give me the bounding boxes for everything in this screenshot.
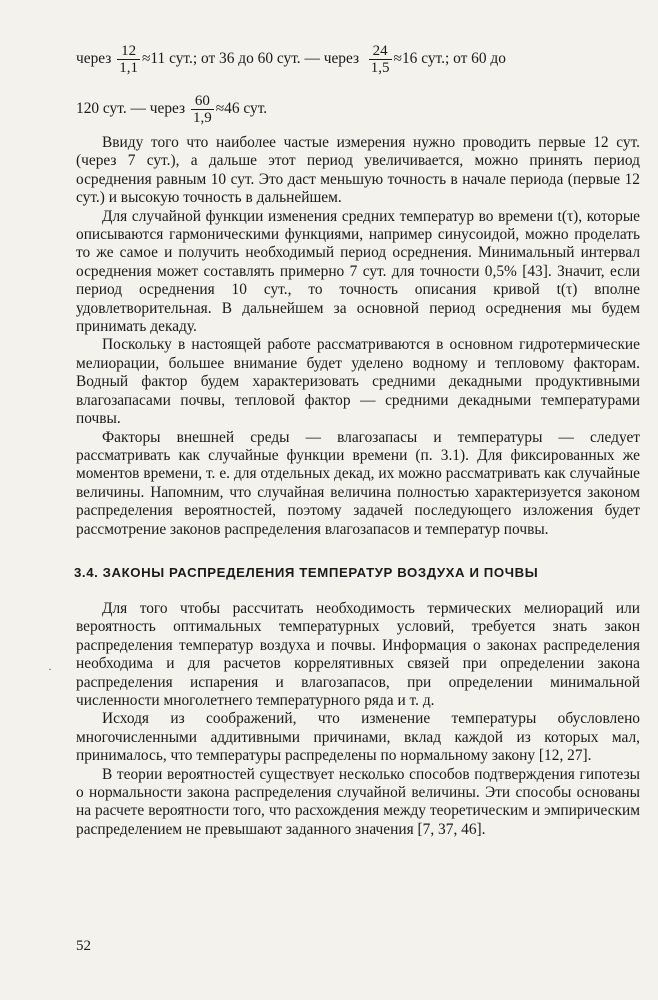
section-heading: 3.4. ЗАКОНЫ РАСПРЕДЕЛЕНИЯ ТЕМПЕРАТУР ВОЗДУХА И ПОЧВЫ [74, 564, 539, 580]
paragraph: Факторы внешней среды — влагозапасы и температуры — следует рассматривать как случайные функции времени (п. 3.1). Для фиксированных же моментов времени, т. е. для отдельных декад, их можно рассматривать как случайные величины. Напомним, что случайная величина полностью характеризуется законом распределения вероятностей, поэтому задачей последующего изложения будет рассмотрение законов распределения влагозапасов и температур почвы. [76, 428, 640, 538]
paragraph: Для случайной функции изменения средних температур во времени t(τ), которые описываются гармоническими функциями, например синусоидой, можно проделать то же самое и получить необходимый период осреднения. Минимальный интервал осреднения может составлять примерно 7 сут. для точности 0,5% [43]. Значит, если период осреднения 10 сут., то точность описания кривой t(τ) вполне удовлетворительная. В дальнейшем за основной период осреднения мы будем принимать декаду. [76, 207, 640, 336]
formula-text: 120 сут. — через [76, 99, 186, 117]
formula-text: через [76, 49, 112, 67]
formula-text: ≈16 сут.; от 60 до [393, 49, 506, 67]
page-body [76, 34, 640, 839]
paragraph: Ввиду того что наиболее частые измерения нужно проводить первые 12 сут. (через 7 сут.), а дальше этот период увеличивается, можно принять период осреднения равным 10 сут. Это даст меньшую точность в начале периода (первые 12 сут.) и высокую точность в дальнейшем. [76, 134, 640, 207]
margin-mark: · [48, 662, 52, 676]
fraction-numerator: 60 [194, 92, 210, 109]
formula-text: ≈46 сут. [215, 99, 268, 117]
page-number: 52 [76, 938, 91, 954]
fraction-denominator: 1,1 [119, 59, 138, 76]
paragraph: В теории вероятностей существует несколько способов подтверждения гипотезы о нормальности закона распределения случайной величины. Эти способы основаны на расчете вероятности того, что расхождения между теоретическим и эмпирическим распределением не превышают заданного значения [7, 37, 46]. [76, 765, 640, 838]
fraction-numerator: 24 [372, 42, 388, 59]
formula-line-1 [76, 34, 640, 84]
paragraph: Для того чтобы рассчитать необходимость термических мелиораций или вероятность оптимальных температурных условий, требуется знать закон распределения температур воздуха и почвы. Информация о законах распределения необходима и для расчетов коррелятивных связей при определении закона распределения испарения и влагозапасов, при определении минимальной численности многолетнего температурного ряда и т. д. [76, 599, 640, 709]
paragraph: Исходя из соображений, что изменение температуры обусловлено многочисленными аддитивными причинами, вклад каждой из которых мал, принималось, что температуры распределены по нормальному закону [12, 27]. [76, 710, 640, 765]
fraction-numerator: 12 [121, 42, 137, 59]
fraction [369, 43, 392, 76]
formula-line-2 [76, 84, 640, 134]
fraction [191, 93, 214, 126]
formula-text: ≈11 сут.; от 36 до 60 сут. — через [141, 49, 360, 67]
fraction-denominator: 1,9 [192, 109, 212, 126]
paragraph: Поскольку в настоящей работе рассматриваются в основном гидротермические мелиорации, большее внимание будет уделено водному и тепловому факторам. Водный фактор будем характеризовать средними декадными продуктивными влагозапасами почвы, тепловой фактор — средними декадными температурами почвы. [76, 336, 640, 428]
fraction-denominator: 1,5 [370, 59, 390, 76]
fraction [117, 43, 140, 76]
